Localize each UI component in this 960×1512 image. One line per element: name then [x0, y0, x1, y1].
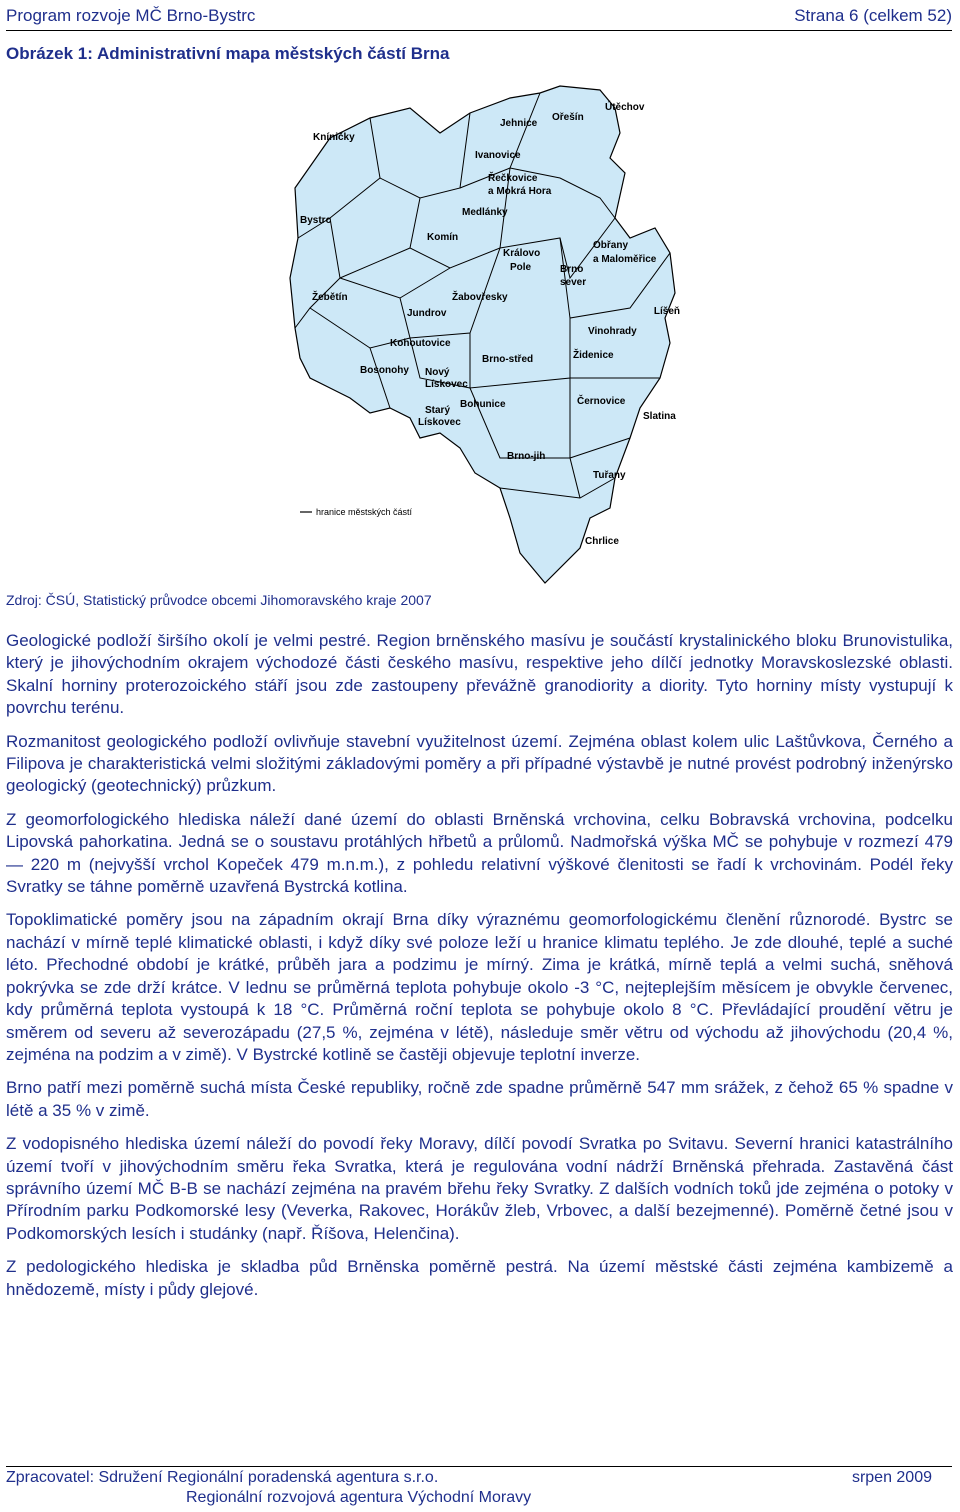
paragraph-geomorphology: Z geomorfologického hlediska náleží dané území do oblasti Brněnská vrchovina, celku Bobravská vrchovina, podcelku Lipovská pahorkatina. Jedná se o soustavu protáhlých hřbetů a průlomů. Nadmořská výška MČ se pohybuje v rozmezí 479 — 220 m (nejvyšší vrchol Kopeček 479 m.n.m.), z pohledu relativní výškové členitosti se řadí k vrchovinám. Podél řeky Svratky se táhne poměrně uzavřená Bystrcká kotlina. [6, 809, 953, 897]
label-novy-2: Lískovec [425, 379, 468, 390]
label-stary-2: Lískovec [418, 417, 461, 428]
paragraph-geology: Geologické podloží širšího okolí je velmi pestré. Region brněnského masívu je součástí krystalinického bloku Brunovistulika, který je jihovýchodním okrajem východozé části českého masívu, respektive jeho dílčí jednotky Moravskoslezské oblasti. Skalní horniny proterozoického stáří jsou zde zastoupeny převážně granodiority a diority. Tyto horniny místy vystupují k povrchu terénu. [6, 631, 953, 718]
figure-source: Zdroj: ČSÚ, Statistický průvodce obcemi Jihomoravského kraje 2007 [6, 592, 432, 608]
label-sever-2: sever [560, 277, 587, 288]
paragraph-foundations: Rozmanitost geologického podloží ovlivňuje stavební využitelnost území. Zejména oblast kolem ulic Laštůvkova, Černého a Filipova je charakteristická velmi složitými základovými poměry a při případné výstavbě je nutné provést podrobný inženýrsko geologický (geotechnický) průzkum. [6, 731, 953, 796]
label-komin: Komín [427, 232, 459, 243]
label-ivanovice: Ivanovice [475, 150, 521, 161]
label-utechov: Útěchov [605, 102, 645, 113]
label-obrany-2: a Maloměřice [593, 254, 657, 265]
body-text [6, 630, 953, 1312]
page-footer [6, 1466, 952, 1511]
label-bystrc: Bystrc [300, 215, 332, 226]
figure-caption: Obrázek 1: Administrativní mapa městských částí Brna [6, 44, 450, 63]
footer-author: Zpracovatel: Sdružení Regionální poradenská agentura s.r.o. [6, 1469, 439, 1486]
label-turany: Tuřany [593, 470, 626, 481]
label-reckovice: Řečkovice [488, 173, 538, 184]
label-jehnice: Jehnice [500, 118, 538, 129]
map-legend [300, 502, 450, 522]
paragraph-precipitation: Brno patří mezi poměrně suchá místa České republiky, ročně zde spadne průměrně 547 mm srážek, z čehož 65 % spadne v létě a 35 % v zimě. [6, 1078, 953, 1120]
label-bohunice: Bohunice [460, 399, 506, 410]
header-title: Program rozvoje MČ Brno-Bystrc [6, 6, 256, 25]
label-chrlice: Chrlice [585, 536, 619, 547]
paragraph-climate: Topoklimatické poměry jsou na západním okrají Brna díky výraznému geomorfologickému členění různorodé. Bystrc se nachází v mírně teplé klimatické oblasti, i když díky své poloze leží u hranice klimatu teplého. Je zde dlouhé, teplé a suché léto. Přechodné období je krátké, průběh jara a podzimu je mírný. Zima je krátká, mírně teplá a velmi suchá, sněhová pokrývka se zde drží krátce. V lednu se průměrná teplota pohybuje okolo -3 °C, nejteplejším měsícem je obvykle červenec, kdy průměrná teplota vystoupá k 18 °C. Průměrná roční teplota se pohybuje okolo 8 °C. Převládající proudění větru je směrem od severu až severozápadu (27,5 %, zejména v létě), následuje směr větru od východu až jihovýchodu (20,4 %, zejména na podzim a v zimě). V Bystrcké kotlině se častěji objevuje teplotní inverze. [6, 910, 953, 1064]
label-jih: Brno-jih [507, 451, 546, 462]
label-lisen: Líšeň [653, 306, 680, 317]
label-cernovice: Černovice [577, 396, 626, 407]
label-kralovo: Královo [503, 248, 541, 259]
label-zidenice: Židenice [573, 350, 614, 361]
label-medlanky: Medlánky [462, 207, 508, 218]
label-zebetin: Žebětín [312, 292, 348, 303]
label-slatina: Slatina [643, 411, 676, 422]
label-zabovresky: Žabovřesky [452, 292, 508, 303]
label-kralovo-2: Pole [510, 262, 532, 273]
label-stary: Starý [425, 405, 451, 416]
label-stred: Brno-střed [482, 354, 534, 365]
label-jundrov: Jundrov [407, 308, 447, 319]
district-map [270, 78, 680, 588]
page-header [6, 4, 952, 31]
label-oresin: Ořešín [552, 112, 584, 123]
paragraph-hydrology: Z vodopisného hlediska území náleží do povodí řeky Moravy, dílčí povodí Svratka po Svitavu. Severní hranici katastrálního území tvoří v jihovýchodním směru řeka Svratka, která je regulována vodní nádrží Brněnská přehrada. Zastavěná část správního území MČ B-B se nachází zejména na pravém břehu řeky Svratky. Z dalších vodních toků jde zejména o potoky v Přírodním parku Podkomorské lesy (Veverka, Rakovec, Horákův žleb, Vrbovec, a další bezejmenné). Poměrně četné jsou v Podkomorských lesích i studánky (např. Říšova, Helenčina). [6, 1134, 953, 1243]
label-bosonohy: Bosonohy [360, 365, 409, 376]
legend-label: hranice městských částí [316, 507, 413, 517]
label-obrany: Obřany [593, 240, 629, 251]
footer-date: srpen 2009 [851, 1469, 932, 1486]
footer-agency: Regionální rozvojová agentura Východní Moravy [186, 1489, 532, 1506]
label-kninicky: Kníničky [313, 132, 355, 143]
paragraph-pedology: Z pedologického hlediska je skladba půd Brněnska poměrně pestrá. Na území městské části zejména kambizemě a hnědozemě, místy i půdy glejové. [6, 1257, 953, 1299]
label-kohoutovice: Kohoutovice [390, 338, 451, 349]
header-page-number: Strana 6 (celkem 52) [794, 6, 952, 25]
label-reckovice-2: a Mokrá Hora [488, 186, 552, 197]
label-novy: Nový [425, 367, 450, 378]
label-sever: Brno [560, 264, 584, 275]
label-vinohrady: Vinohrady [588, 326, 637, 337]
